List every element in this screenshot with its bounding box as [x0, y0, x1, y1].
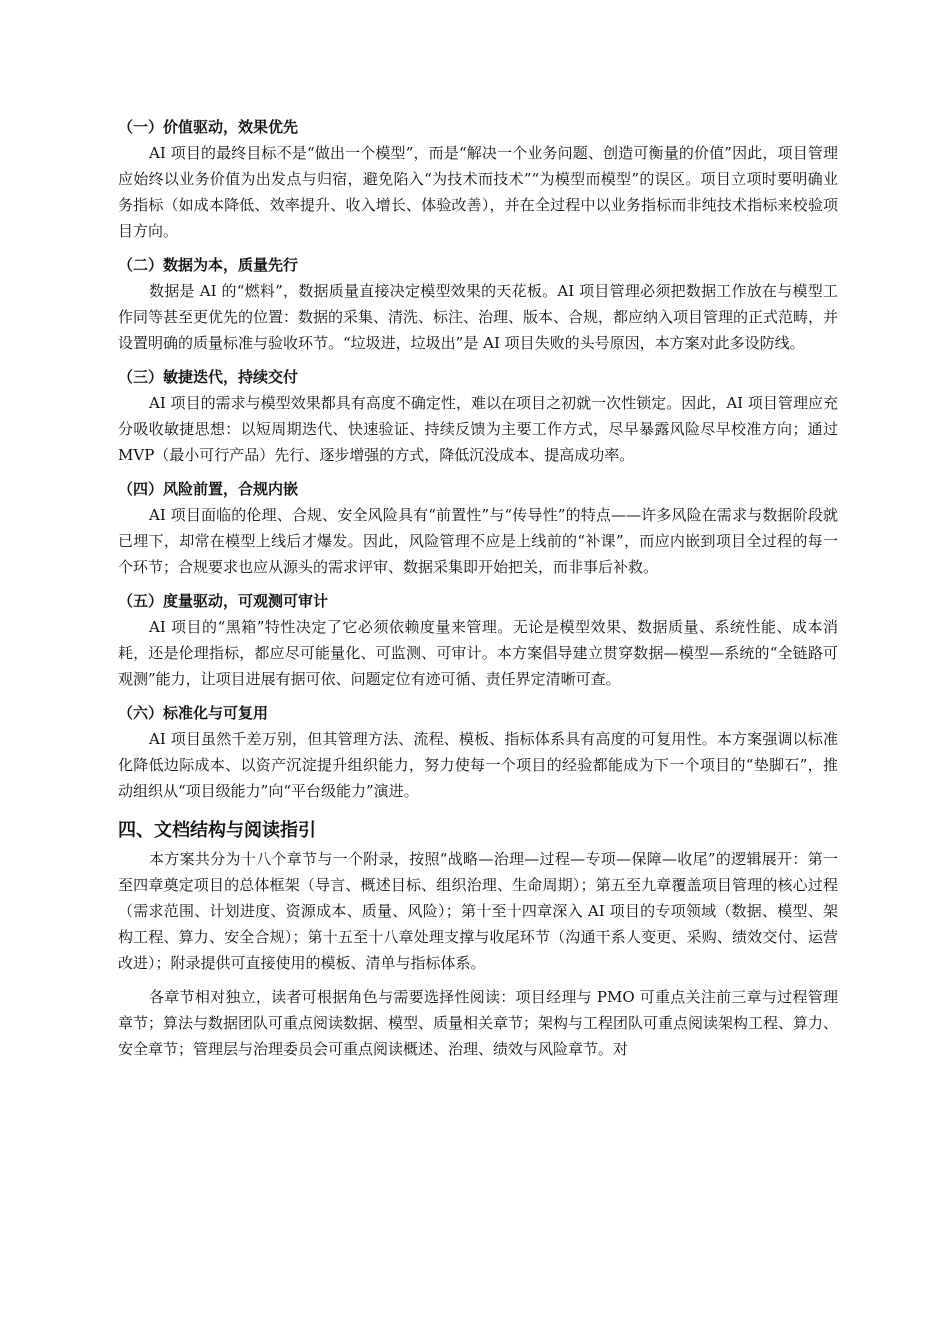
subsection-heading: （二）数据为本，质量先行 — [118, 256, 299, 274]
subsection-value-driven — [118, 114, 838, 244]
section-paragraph: 各章节相对独立，读者可根据角色与需要选择性阅读：项目经理与 PMO 可重点关注前三章与过程管理章节；算法与数据团队可重点阅读数据、模型、质量相关章节；架构与工程团队可重点阅读架构工程、算力、安全章节；管理层与治理委员会可重点阅读概述、治理、绩效与风险章节。对 — [118, 988, 839, 1058]
subsection-standardization — [118, 700, 838, 804]
subsection-risk — [118, 476, 838, 580]
subsection-body: AI 项目的“黑箱”特性决定了它必须依赖度量来管理。无论是模型效果、数据质量、系统性能、成本消耗，还是伦理指标，都应尽可能量化、可监测、可审计。本方案倡导建立贯穿数据—模型—系统的“全链路可观测”能力，让项目进展有据可依、问题定位有迹可循、责任界定清晰可查。 — [118, 618, 838, 688]
subsection-data-first — [118, 252, 838, 356]
subsection-body: AI 项目虽然千差万别，但其管理方法、流程、模板、指标体系具有高度的可复用性。本方案强调以标准化降低边际成本、以资产沉淀提升组织能力，努力使每一个项目的经验都能成为下一个项目的“垫脚石”，推动组织从“项目级能力”向“平台级能力”演进。 — [118, 730, 838, 800]
subsection-heading: （四）风险前置，合规内嵌 — [118, 480, 299, 498]
subsection-body: AI 项目的需求与模型效果都具有高度不确定性，难以在项目之初就一次性锁定。因此，AI 项目管理应充分吸收敏捷思想：以短周期迭代、快速验证、持续反馈为主要工作方式，尽早暴露风险尽早校准方向；通过 MVP（最小可行产品）先行、逐步增强的方式，降低沉没成本、提高成功率。 — [118, 394, 838, 464]
subsection-heading: （三）敏捷迭代，持续交付 — [118, 368, 299, 386]
subsection-agile — [118, 364, 838, 468]
section-heading: 四、文档结构与阅读指引 — [118, 820, 316, 841]
subsection-body: 数据是 AI 的“燃料”，数据质量直接决定模型效果的天花板。AI 项目管理必须把数据工作放在与模型工作同等甚至更优先的位置：数据的采集、清洗、标注、治理、版本、合规，都应纳入项目管理的正式范畴，并设置明确的质量标准与验收环节。“垃圾进，垃圾出”是 AI 项目失败的头号原因，本方案对此多设防线。 — [118, 282, 839, 352]
subsection-metrics — [118, 588, 838, 692]
section-paragraph: 本方案共分为十八个章节与一个附录，按照“战略—治理—过程—专项—保障—收尾”的逻辑展开：第一至四章奠定项目的总体框架（导言、概述目标、组织治理、生命周期）；第五至九章覆盖项目管理的核心过程（需求范围、计划进度、资源成本、质量、风险）；第十至十四章深入 AI 项目的专项领域（数据、模型、架构工程、算力、安全合规）；第十五至十八章处理支撑与收尾环节（沟通干系人变更、采购、绩效交付、运营改进）；附录提供可直接使用的模板、清单与指标体系。 — [118, 850, 838, 972]
subsection-body: AI 项目面临的伦理、合规、安全风险具有“前置性”与“传导性”的特点——许多风险在需求与数据阶段就已埋下，却常在模型上线后才爆发。因此，风险管理不应是上线前的“补课”，而应内嵌到项目全过程的每一个环节；合规要求也应从源头的需求评审、数据采集即开始把关，而非事后补救。 — [118, 506, 838, 576]
subsection-heading: （一）价值驱动，效果优先 — [118, 118, 299, 136]
subsection-heading: （五）度量驱动，可观测可审计 — [118, 592, 329, 610]
subsection-body: AI 项目的最终目标不是“做出一个模型”，而是“解决一个业务问题、创造可衡量的价值”因此，项目管理应始终以业务价值为出发点与归宿，避免陷入“为技术而技术”“为模型而模型”的误区。项目立项时要明确业务指标（如成本降低、效率提升、收入增长、体验改善），并在全过程中以业务指标而非纯技术指标来校验项目方向。 — [118, 144, 838, 240]
subsection-heading: （六）标准化与可复用 — [118, 704, 269, 722]
